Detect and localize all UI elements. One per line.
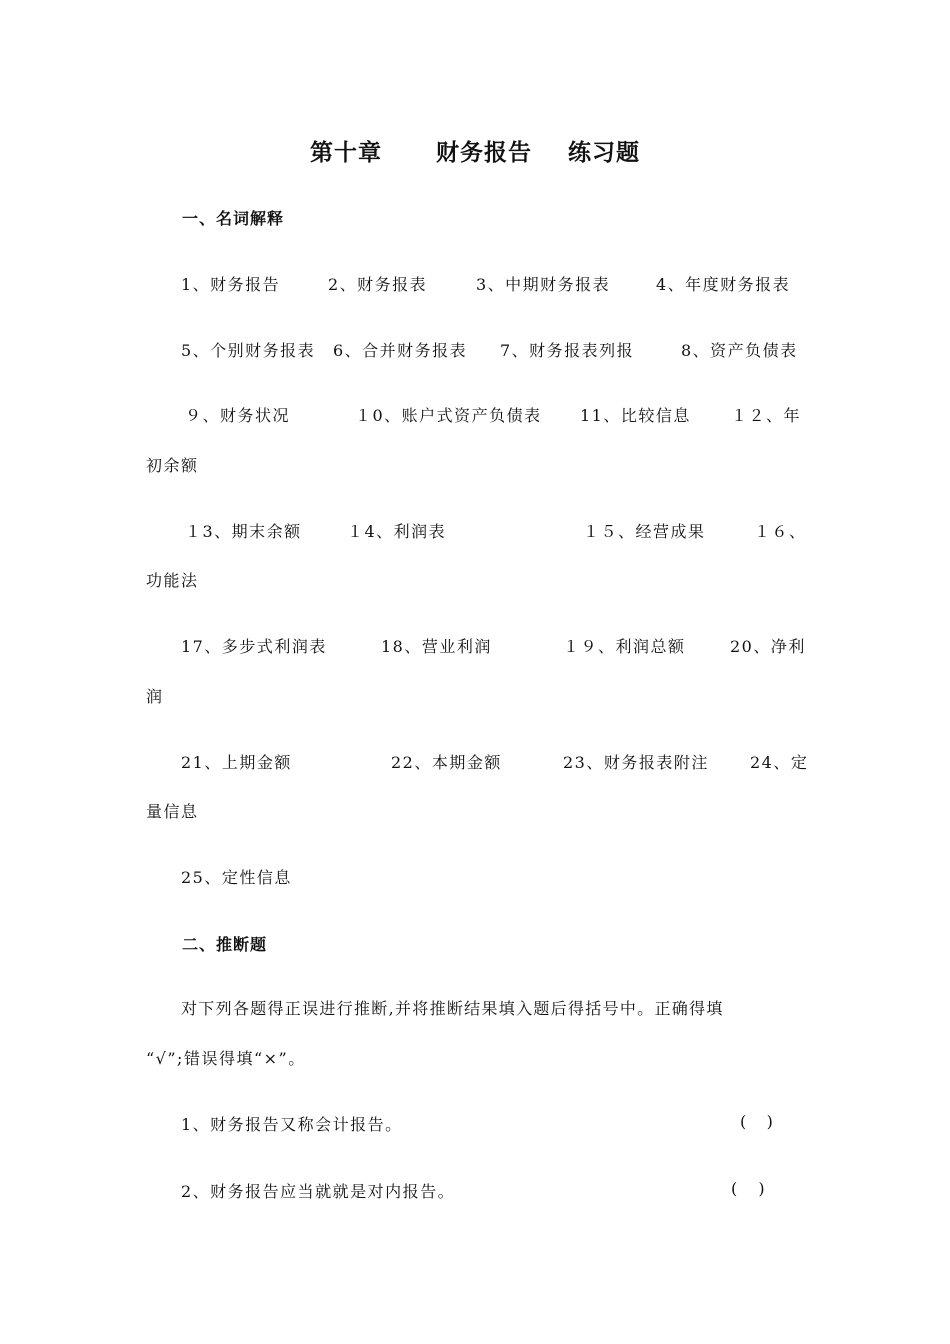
term-item: 3、中期财务报表 — [476, 275, 611, 294]
term-item: ９、财务状况 — [185, 406, 291, 425]
term-item: 20、净利 — [730, 637, 806, 656]
term-item: 22、本期金额 — [391, 753, 502, 772]
section-heading-judgment: 二、推断题 — [182, 935, 268, 954]
term-item: 4、年度财务报表 — [656, 275, 791, 294]
term-item: 17、多步式利润表 — [181, 637, 327, 656]
term-item: １９、利润总额 — [563, 637, 686, 656]
term-item-continuation: 润 — [146, 687, 164, 706]
term-item: １６、 — [754, 522, 807, 541]
term-item-continuation: 功能法 — [146, 571, 199, 590]
term-item: 18、营业利润 — [381, 637, 492, 656]
term-item: 8、资产负债表 — [681, 341, 798, 360]
section-heading-definitions: 一、名词解释 — [182, 209, 285, 228]
instruction-text-continuation: “√”;错误得填“×”。 — [146, 1049, 306, 1068]
page-title: 第十章 财务报告 练习题 — [309, 140, 641, 166]
term-item: 7、财务报表列报 — [500, 341, 635, 360]
answer-bracket[interactable]: ( ) — [740, 1112, 773, 1131]
term-item: 25、定性信息 — [181, 868, 292, 887]
term-item: １4、利润表 — [347, 522, 447, 541]
term-item: １3、期末余额 — [185, 522, 302, 541]
term-item: 1、财务报告 — [181, 275, 281, 294]
term-item: １0、账户式资产负债表 — [355, 406, 542, 425]
term-item: 6、合并财务报表 — [333, 341, 468, 360]
term-item: １２、年 — [731, 406, 802, 425]
term-item: 21、上期金额 — [181, 753, 292, 772]
term-item-continuation: 量信息 — [146, 802, 199, 821]
term-item-continuation: 初余额 — [146, 456, 199, 475]
term-item: １５、经营成果 — [583, 522, 706, 541]
term-item: 5、个别财务报表 — [181, 341, 316, 360]
term-item: 24、定 — [750, 753, 809, 772]
term-item: 11、比较信息 — [580, 406, 691, 425]
instruction-text: 对下列各题得正误进行推断,并将推断结果填入题后得括号中。正确得填 — [181, 999, 724, 1018]
answer-bracket[interactable]: ( ) — [731, 1179, 773, 1198]
term-item: 2、财务报表 — [328, 275, 428, 294]
term-item: 23、财务报表附注 — [563, 753, 709, 772]
question-item: 1、财务报告又称会计报告。 — [181, 1115, 403, 1134]
question-item: 2、财务报告应当就就是对内报告。 — [181, 1182, 456, 1201]
